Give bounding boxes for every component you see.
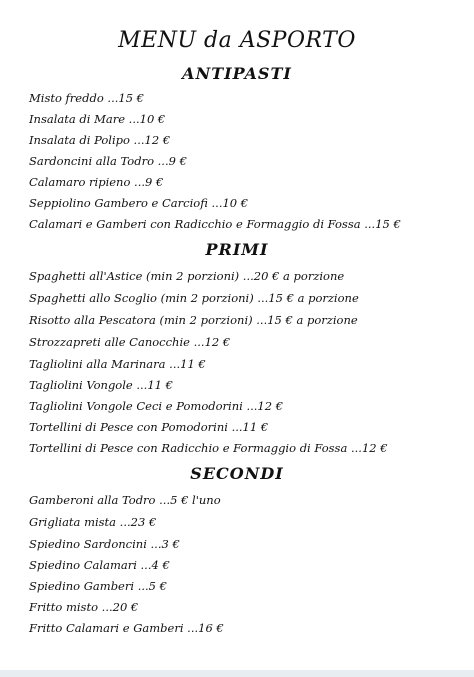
section-heading-primi: PRIMI bbox=[205, 240, 269, 259]
menu-item: Fritto misto ...20 € bbox=[29, 600, 139, 614]
menu-item: Calamaro ripieno ...9 € bbox=[29, 175, 164, 189]
menu-item: Sardoncini alla Todro ...9 € bbox=[29, 154, 187, 168]
page-bottom-edge bbox=[0, 670, 474, 677]
menu-item: Insalata di Polipo ...12 € bbox=[29, 133, 171, 147]
section-heading-secondi: SECONDI bbox=[190, 464, 284, 483]
menu-item: Fritto Calamari e Gamberi ...16 € bbox=[29, 621, 224, 635]
menu-item: Tortellini di Pesce con Radicchio e Formaggio di Fossa ...12 € bbox=[29, 441, 388, 455]
section-heading-antipasti: ANTIPASTI bbox=[182, 64, 292, 83]
menu-item: Spaghetti allo Scoglio (min 2 porzioni) ...15 € a porzione bbox=[29, 291, 359, 305]
menu-item: Spiedino Gamberi ...5 € bbox=[29, 579, 167, 593]
menu-item: Risotto alla Pescatora (min 2 porzioni) ...15 € a porzione bbox=[29, 313, 358, 327]
menu-item: Spaghetti all'Astice (min 2 porzioni) ...20 € a porzione bbox=[29, 269, 345, 283]
menu-item: Spiedino Calamari ...4 € bbox=[29, 558, 170, 572]
menu-item: Insalata di Mare ...10 € bbox=[29, 112, 166, 126]
menu-item: Grigliata mista ...23 € bbox=[29, 515, 157, 529]
menu-item: Tortellini di Pesce con Pomodorini ...11 € bbox=[29, 420, 269, 434]
menu-item: Misto freddo ...15 € bbox=[29, 91, 144, 105]
menu-item: Calamari e Gamberi con Radicchio e Formaggio di Fossa ...15 € bbox=[29, 217, 401, 231]
menu-item: Seppiolino Gambero e Carciofi ...10 € bbox=[29, 196, 249, 210]
menu-item: Spiedino Sardoncini ...3 € bbox=[29, 537, 180, 551]
menu-title: MENU da ASPORTO bbox=[118, 28, 356, 53]
menu-item: Tagliolini Vongole ...11 € bbox=[29, 378, 173, 392]
menu-item: Gamberoni alla Todro ...5 € l'uno bbox=[29, 493, 221, 507]
menu-item: Tagliolini alla Marinara ...11 € bbox=[29, 357, 206, 371]
menu-item: Strozzapreti alle Canocchie ...12 € bbox=[29, 335, 231, 349]
menu-item: Tagliolini Vongole Ceci e Pomodorini ...12 € bbox=[29, 399, 284, 413]
